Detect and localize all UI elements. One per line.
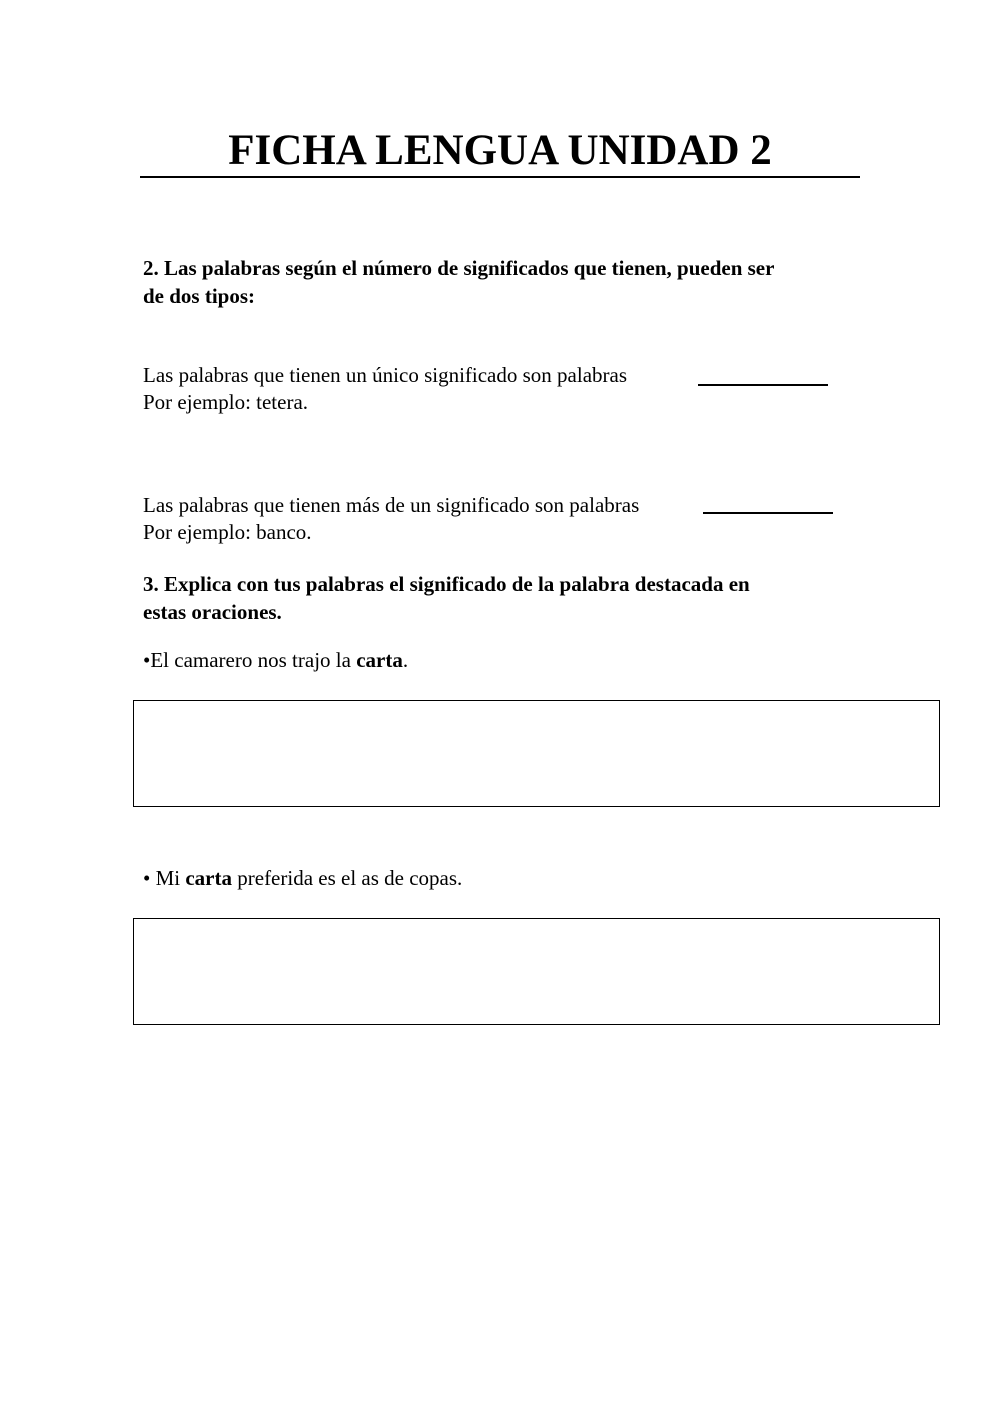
sentence-2-before: • Mi xyxy=(143,866,186,890)
sentence-1-before: •El camarero nos trajo la xyxy=(143,648,357,672)
question-3-heading-line2: estas oraciones. xyxy=(143,600,282,624)
sentence-1-after: . xyxy=(402,648,409,672)
monosemous-example: Por ejemplo: tetera. xyxy=(143,390,309,414)
question-3-heading-line1: 3. Explica con tus palabras el significado de la palabra destacada en xyxy=(143,572,750,596)
question-2-heading-line1: 2. Las palabras según el número de significados que tienen, pueden ser xyxy=(143,256,775,280)
question-2-heading-line2: de dos tipos: xyxy=(143,284,256,308)
page-title: FICHA LENGUA UNIDAD 2 xyxy=(228,127,772,174)
sentence-2-after: preferida es el as de copas. xyxy=(232,866,463,890)
title-underline xyxy=(140,176,860,178)
answer-box-2[interactable] xyxy=(133,918,940,1025)
question-3-heading xyxy=(143,570,873,626)
polysemous-answer-blank[interactable] xyxy=(703,512,833,514)
sentence-1-highlighted-word: carta xyxy=(356,648,403,672)
monosemous-answer-blank[interactable] xyxy=(698,384,828,386)
sentence-2 xyxy=(143,865,462,892)
question-2-heading xyxy=(143,254,873,310)
polysemous-sentence: Las palabras que tienen más de un significado son palabras xyxy=(143,493,640,517)
monosemous-sentence: Las palabras que tienen un único significado son palabras xyxy=(143,363,628,387)
sentence-1 xyxy=(143,647,408,674)
sentence-2-highlighted-word: carta xyxy=(185,866,232,890)
polysemous-example: Por ejemplo: banco. xyxy=(143,520,312,544)
answer-box-1[interactable] xyxy=(133,700,940,807)
